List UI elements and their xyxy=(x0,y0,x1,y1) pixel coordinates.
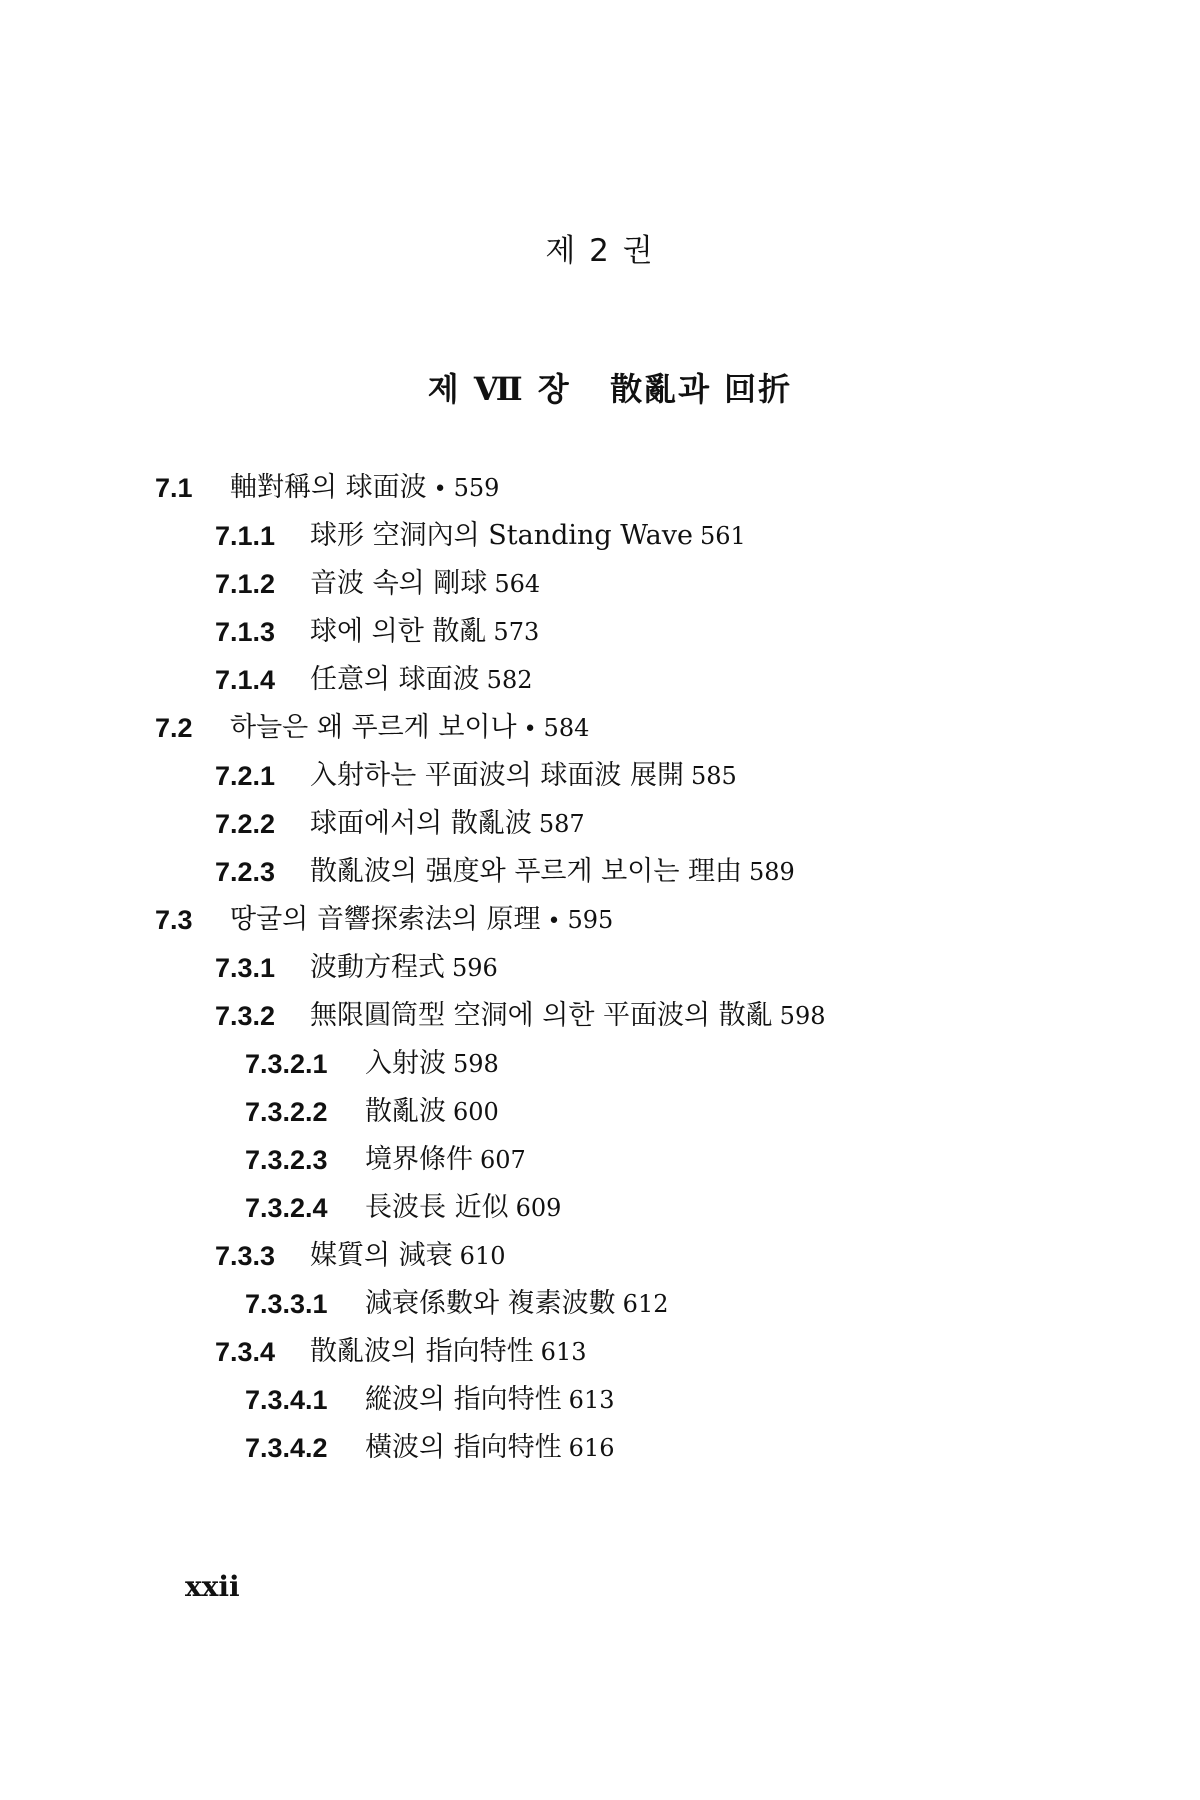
toc-entry-page: 607 xyxy=(480,1146,526,1174)
toc-entry-separator: • xyxy=(516,717,544,742)
toc-entry-number: 7.3.4.2 xyxy=(245,1433,328,1463)
toc-entry-title: 縱波의 指向特性 xyxy=(365,1384,562,1415)
toc-entry-separator xyxy=(534,1341,541,1366)
toc-entry-title-line xyxy=(310,560,540,610)
toc-entry-title-line xyxy=(365,1280,668,1330)
toc-entry xyxy=(0,1280,1200,1328)
toc-entry-title-line xyxy=(310,512,746,562)
toc-entry-title: 波動方程式 xyxy=(310,952,445,983)
toc-entry xyxy=(0,992,1200,1040)
toc-entry-page: 582 xyxy=(486,666,533,694)
toc-entry xyxy=(0,800,1200,848)
toc-entry xyxy=(0,704,1200,752)
toc-entry-page: 600 xyxy=(453,1098,499,1126)
toc-entry-title-line xyxy=(310,800,585,850)
toc-entry-title-line xyxy=(310,848,795,898)
toc-entry-page: 559 xyxy=(453,474,500,502)
toc-entry-title-line xyxy=(310,1328,586,1378)
toc-entry-page: 573 xyxy=(493,618,540,646)
toc-entry-number: 7.3.2 xyxy=(215,1001,276,1031)
toc-entry-title-line xyxy=(230,704,589,754)
toc-entry-title: 境界條件 xyxy=(365,1144,473,1175)
toc-entry xyxy=(0,1376,1200,1424)
toc-entry-number: 7.2.3 xyxy=(215,857,276,887)
toc-entry-number: 7.2 xyxy=(155,713,193,743)
toc-entry-title: 橫波의 指向特性 xyxy=(365,1432,562,1463)
toc-entry-separator xyxy=(562,1437,569,1462)
toc-entry xyxy=(0,1328,1200,1376)
toc-entry-title: 長波長 近似 xyxy=(365,1192,509,1223)
toc-entry-title: 無限圓筒型 空洞에 의한 平面波의 散亂 xyxy=(310,1000,773,1031)
chapter-title: 제 Ⅶ 장 散亂과 回折 xyxy=(427,370,793,408)
toc-entry-separator xyxy=(445,957,452,982)
toc-entry-separator xyxy=(616,1293,623,1318)
toc-entry-page: 589 xyxy=(749,858,795,886)
toc-entry-separator xyxy=(532,813,539,838)
toc-entry-number: 7.3.3 xyxy=(215,1241,276,1271)
toc-entry-page: 613 xyxy=(568,1386,615,1414)
toc-entry-title: 音波 속의 剛球 xyxy=(310,568,488,599)
toc-entry-title-line xyxy=(365,1040,499,1090)
toc-entry-number: 7.2.1 xyxy=(215,761,276,791)
toc-entry-page: 613 xyxy=(540,1338,587,1366)
toc-entry-separator xyxy=(509,1197,516,1222)
toc-entry-title-line xyxy=(365,1136,526,1186)
toc-entry-number: 7.2.2 xyxy=(215,809,276,839)
toc-entry-number: 7.1 xyxy=(155,473,193,503)
toc-entry-page: 561 xyxy=(700,522,746,550)
toc-entry xyxy=(0,1424,1200,1472)
toc-entry-number: 7.1.2 xyxy=(215,569,276,599)
toc-entry-separator xyxy=(773,1005,780,1030)
toc-entry xyxy=(0,752,1200,800)
toc-entry xyxy=(0,1184,1200,1232)
toc-entry-page: 584 xyxy=(543,714,590,742)
toc-entry xyxy=(0,656,1200,704)
toc-entry-number: 7.1.4 xyxy=(215,665,276,695)
toc-entry-page: 587 xyxy=(538,810,585,838)
toc-entry-title: 散亂波의 指向特性 xyxy=(310,1336,534,1367)
toc-entry-page: 598 xyxy=(453,1050,499,1078)
toc-entry-separator: • xyxy=(540,909,568,934)
toc-entry xyxy=(0,512,1200,560)
toc-entry-separator: • xyxy=(426,477,454,502)
toc-entry xyxy=(0,1040,1200,1088)
toc-entry-title-line xyxy=(230,464,499,514)
toc-entry-page: 585 xyxy=(691,762,737,790)
toc-entry-separator xyxy=(684,765,691,790)
toc-entry xyxy=(0,848,1200,896)
toc-entry-page: 616 xyxy=(568,1434,615,1462)
toc-entry-title: 하늘은 왜 푸르게 보이나 xyxy=(230,712,517,743)
toc-entry-page: 564 xyxy=(494,570,541,598)
toc-entry-title: 散亂波의 强度와 푸르게 보이는 理由 xyxy=(310,856,742,887)
toc-entry-separator xyxy=(742,861,749,886)
toc-entry-page: 609 xyxy=(515,1194,562,1222)
toc-entry xyxy=(0,560,1200,608)
toc-entry-separator xyxy=(562,1389,569,1414)
toc-entry-number: 7.3.2.2 xyxy=(245,1097,328,1127)
toc-entry-title-line xyxy=(365,1088,499,1138)
toc-entry-page: 610 xyxy=(459,1242,506,1270)
toc-entry-separator xyxy=(473,1149,480,1174)
volume-title: 제 2 권 xyxy=(545,233,655,269)
toc-entry-page: 596 xyxy=(452,954,498,982)
toc-entry-separator xyxy=(693,525,700,550)
toc-entry-number: 7.3.2.1 xyxy=(245,1049,328,1079)
toc-entry-title: 散亂波 xyxy=(365,1096,446,1127)
table-of-contents xyxy=(0,464,1200,1472)
toc-entry xyxy=(0,1232,1200,1280)
toc-entry-number: 7.1.3 xyxy=(215,617,276,647)
toc-entry xyxy=(0,944,1200,992)
toc-entry-title: 任意의 球面波 xyxy=(310,664,480,695)
toc-entry-title: 媒質의 減衰 xyxy=(310,1240,453,1271)
toc-entry xyxy=(0,1136,1200,1184)
toc-entry-number: 7.3.4.1 xyxy=(245,1385,328,1415)
toc-entry-separator xyxy=(480,669,487,694)
toc-entry-separator xyxy=(446,1101,453,1126)
toc-entry-title-line xyxy=(365,1424,614,1474)
toc-entry-number: 7.1.1 xyxy=(215,521,276,551)
toc-entry-title: 球形 空洞內의 Standing Wave xyxy=(310,520,693,551)
toc-entry-separator xyxy=(453,1245,460,1270)
toc-entry-number: 7.3.3.1 xyxy=(245,1289,328,1319)
toc-entry-separator xyxy=(446,1053,453,1078)
toc-entry-title-line xyxy=(365,1184,561,1234)
toc-entry-number: 7.3.4 xyxy=(215,1337,276,1367)
toc-entry-title-line xyxy=(310,656,532,706)
toc-entry-title-line xyxy=(310,608,539,658)
toc-entry-title-line xyxy=(310,1232,505,1282)
toc-entry-title-line xyxy=(310,944,498,994)
toc-entry xyxy=(0,1088,1200,1136)
page-number: xxii xyxy=(185,1570,240,1603)
toc-entry-title: 球에 의한 散亂 xyxy=(310,616,487,647)
toc-entry-page: 598 xyxy=(779,1002,826,1030)
toc-entry-title: 入射波 xyxy=(365,1048,446,1079)
toc-entry-title-line xyxy=(365,1376,614,1426)
toc-entry xyxy=(0,896,1200,944)
toc-entry-title: 球面에서의 散亂波 xyxy=(310,808,532,839)
toc-entry-number: 7.3.2.4 xyxy=(245,1193,328,1223)
toc-entry-number: 7.3.1 xyxy=(215,953,276,983)
toc-entry xyxy=(0,608,1200,656)
toc-entry-page: 612 xyxy=(622,1290,669,1318)
toc-entry-number: 7.3 xyxy=(155,905,193,935)
toc-entry-title: 땅굴의 音響探索法의 原理 xyxy=(230,904,541,935)
toc-entry-page: 595 xyxy=(567,906,614,934)
toc-entry-title-line xyxy=(310,992,825,1042)
toc-entry-number: 7.3.2.3 xyxy=(245,1145,328,1175)
toc-entry-title: 軸對稱의 球面波 xyxy=(230,472,427,503)
toc-entry-title: 減衰係數와 複素波數 xyxy=(365,1288,616,1319)
toc-entry-title-line xyxy=(310,752,737,802)
toc-entry-title: 入射하는 平面波의 球面波 展開 xyxy=(310,760,684,791)
toc-entry xyxy=(0,464,1200,512)
toc-entry-title-line xyxy=(230,896,613,946)
